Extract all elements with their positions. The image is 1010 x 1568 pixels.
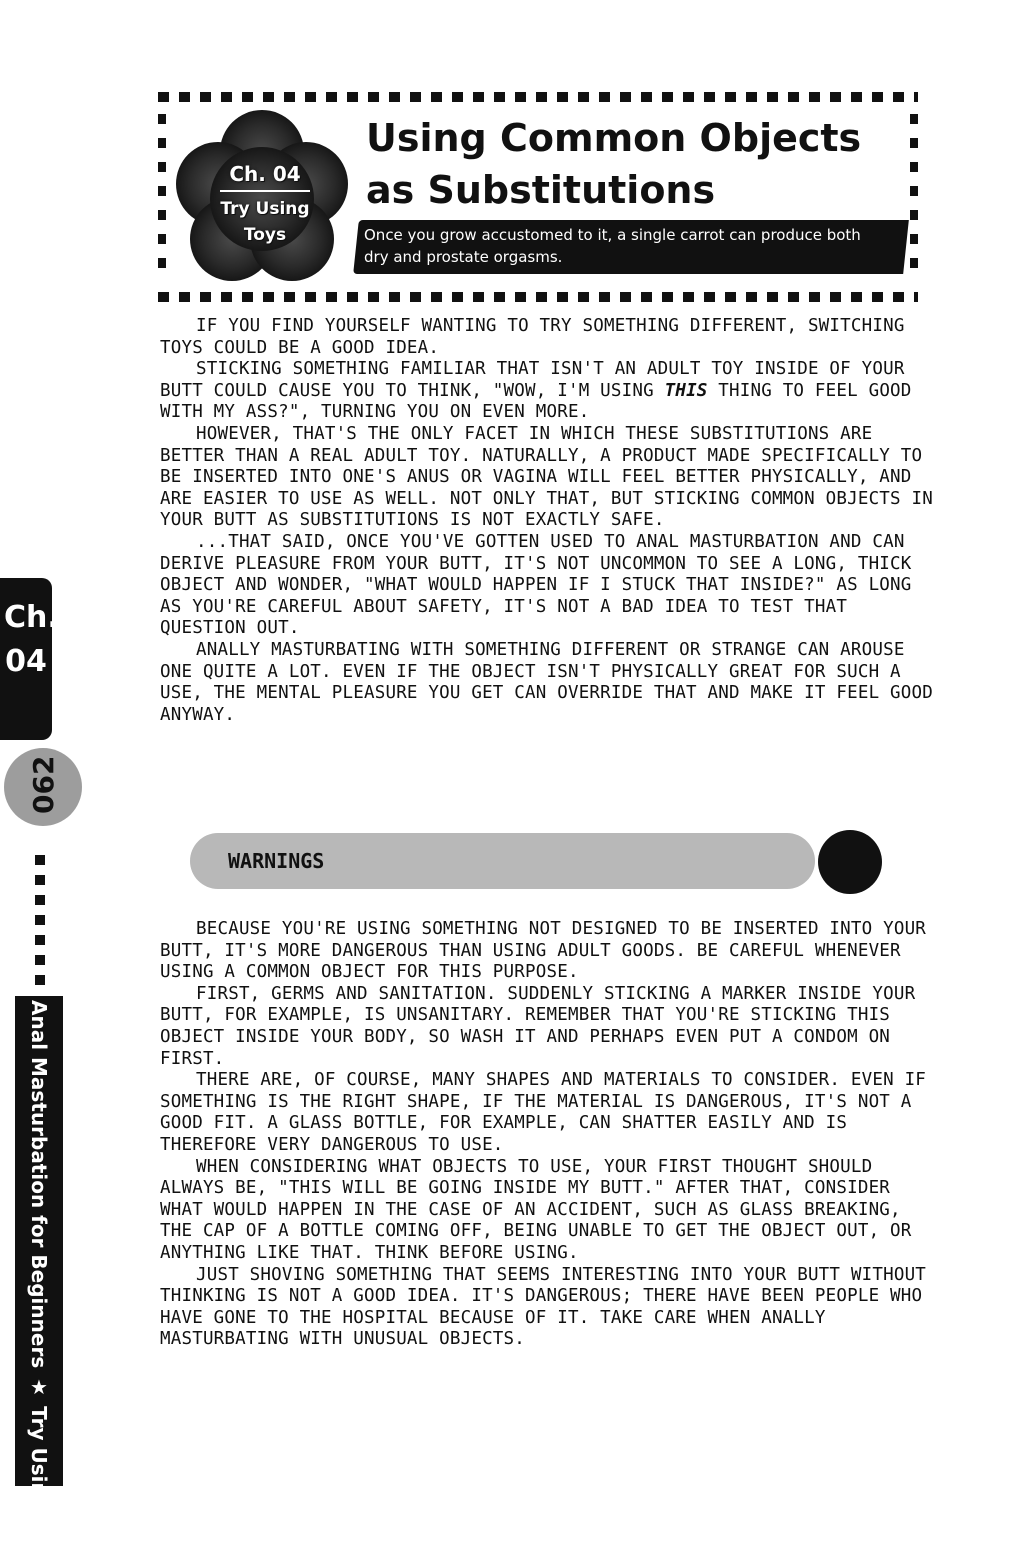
- chapter-header: [158, 92, 918, 302]
- tab-line-1: Ch.: [4, 600, 59, 635]
- section-1-text: [160, 316, 935, 726]
- title-line-2: as Substitutions: [366, 168, 716, 212]
- subtitle: Once you grow accustomed to it, a single carrot can produce both dry and prostate orgasms.: [364, 226, 861, 266]
- paragraph: ANALLY MASTURBATING WITH SOMETHING DIFFERENT OR STRANGE CAN AROUSE ONE QUITE A LOT. EVEN IF THE OBJECT ISN'T PHYSICALLY GREAT FOR SUCH A USE, THE MENTAL PLEASURE YOU GET CAN OVERRIDE THAT AND MAKE IT FEEL GOOD ANYWAY.: [160, 639, 933, 725]
- divider: [220, 190, 310, 192]
- page-number: 062: [27, 755, 60, 815]
- dashed-border-right: [910, 114, 918, 280]
- flower-badge: [170, 104, 355, 294]
- paragraph: ...THAT SAID, ONCE YOU'VE GOTTEN USED TO ANAL MASTURBATION AND CAN DERIVE PLEASURE FROM YOUR BUTT, IT'S NOT UNCOMMON TO SEE A LONG, THICK OBJECT AND WONDER, "WHAT WOULD HAPPEN IF I STUCK THAT INSIDE?" AS LONG AS YOU'RE CAREFUL ABOUT SAFETY, IT'S NOT A BAD IDEA TO TEST THAT QUESTION OUT.: [160, 531, 912, 639]
- title-line-1: Using Common Objects: [366, 116, 862, 160]
- warnings-banner: [190, 833, 815, 889]
- dashed-divider: [35, 855, 45, 990]
- paragraph: WHEN CONSIDERING WHAT OBJECTS TO USE, YOUR FIRST THOUGHT SHOULD ALWAYS BE, "THIS WILL BE GOING INSIDE MY BUTT." AFTER THAT, CONSIDER WHAT WOULD HAPPEN IN THE CASE OF AN ACCIDENT, SUCH AS GLASS BREAKING, THE CAP OF A BOTTLE COMING OFF, BEING UNABLE TO GET THE OBJECT OUT, OR ANYTHING LIKE THAT. THINK BEFORE USING.: [160, 1156, 912, 1263]
- dashed-border-top: [158, 92, 918, 102]
- running-title: Anal Masturbation for Beginners ★ Try Using Toys: [27, 1000, 51, 1568]
- paragraph: BECAUSE YOU'RE USING SOMETHING NOT DESIGNED TO BE INSERTED INTO YOUR BUTT, IT'S MORE DANGEROUS THAN USING ADULT GOODS. BE CAREFUL WHENEVER USING A COMMON OBJECT FOR THIS PURPOSE.: [160, 919, 927, 983]
- paragraph: FIRST, GERMS AND SANITATION. SUDDENLY STICKING A MARKER INSIDE YOUR BUTT, FOR EXAMPLE, IS UNSANITARY. REMEMBER THAT YOU'RE STICKING THIS OBJECT INSIDE YOUR BODY, SO WASH IT AND PERHAPS EVEN PUT A CONDOM ON FIRST.: [160, 983, 916, 1069]
- warnings-label: WARNINGS: [228, 849, 325, 873]
- tab-line-2: 04: [5, 644, 47, 679]
- dashed-border-left: [158, 114, 166, 280]
- paragraph: JUST SHOVING SOMETHING THAT SEEMS INTERESTING INTO YOUR BUTT WITHOUT THINKING IS NOT A GOOD IDEA. IT'S DANGEROUS; THERE HAVE BEEN PEOPLE WHO HAVE GONE TO THE HOSPITAL BECAUSE OF IT. TAKE CARE WHEN ANALLY MASTURBATING WITH UNUSUAL OBJECTS.: [160, 1264, 927, 1350]
- chapter-number: Ch. 04: [229, 162, 301, 186]
- emphasis: THIS: [664, 380, 708, 401]
- text-span: THING TO FEEL GOOD WITH MY ASS?", TURNING YOU ON EVEN MORE.: [160, 380, 912, 423]
- text-span: STICKING SOMETHING FAMILIAR THAT ISN'T AN ADULT TOY INSIDE OF YOUR BUTT COULD CAUSE YOU TO THINK, "WOW, I'M USING: [160, 359, 905, 401]
- page-title: [366, 112, 906, 216]
- chapter-subtitle-2: Toys: [243, 225, 287, 245]
- scalloped-circle-icon: [818, 830, 882, 894]
- paragraph: IF YOU FIND YOURSELF WANTING TO TRY SOMETHING DIFFERENT, SWITCHING TOYS COULD BE A GOOD IDEA.: [160, 316, 905, 358]
- chapter-tab-label: [4, 596, 59, 684]
- warnings-text: [160, 919, 935, 1351]
- paragraph: HOWEVER, THAT'S THE ONLY FACET IN WHICH THESE SUBSTITUTIONS ARE BETTER THAN A REAL ADULT TOY. NATURALLY, A PRODUCT MADE SPECIFICALLY TO BE INSERTED INTO ONE'S ANUS OR VAGINA WILL FEEL BETTER PHYSICALLY, AND ARE EASIER TO USE AS WELL. NOT ONLY THAT, BUT STICKING COMMON OBJECTS IN YOUR BUTT AS SUBSTITUTIONS IS NOT EXACTLY SAFE.: [160, 423, 933, 531]
- paragraph: THERE ARE, OF COURSE, MANY SHAPES AND MATERIALS TO CONSIDER. EVEN IF SOMETHING IS THE RIGHT SHAPE, IF THE MATERIAL IS DANGEROUS, IT'S NOT A GOOD FIT. A GLASS BOTTLE, FOR EXAMPLE, CAN SHATTER EASILY AND IS THEREFORE VERY DANGEROUS TO USE.: [160, 1070, 927, 1155]
- paragraph: [160, 359, 935, 424]
- chapter-subtitle-1: Try Using: [220, 199, 310, 219]
